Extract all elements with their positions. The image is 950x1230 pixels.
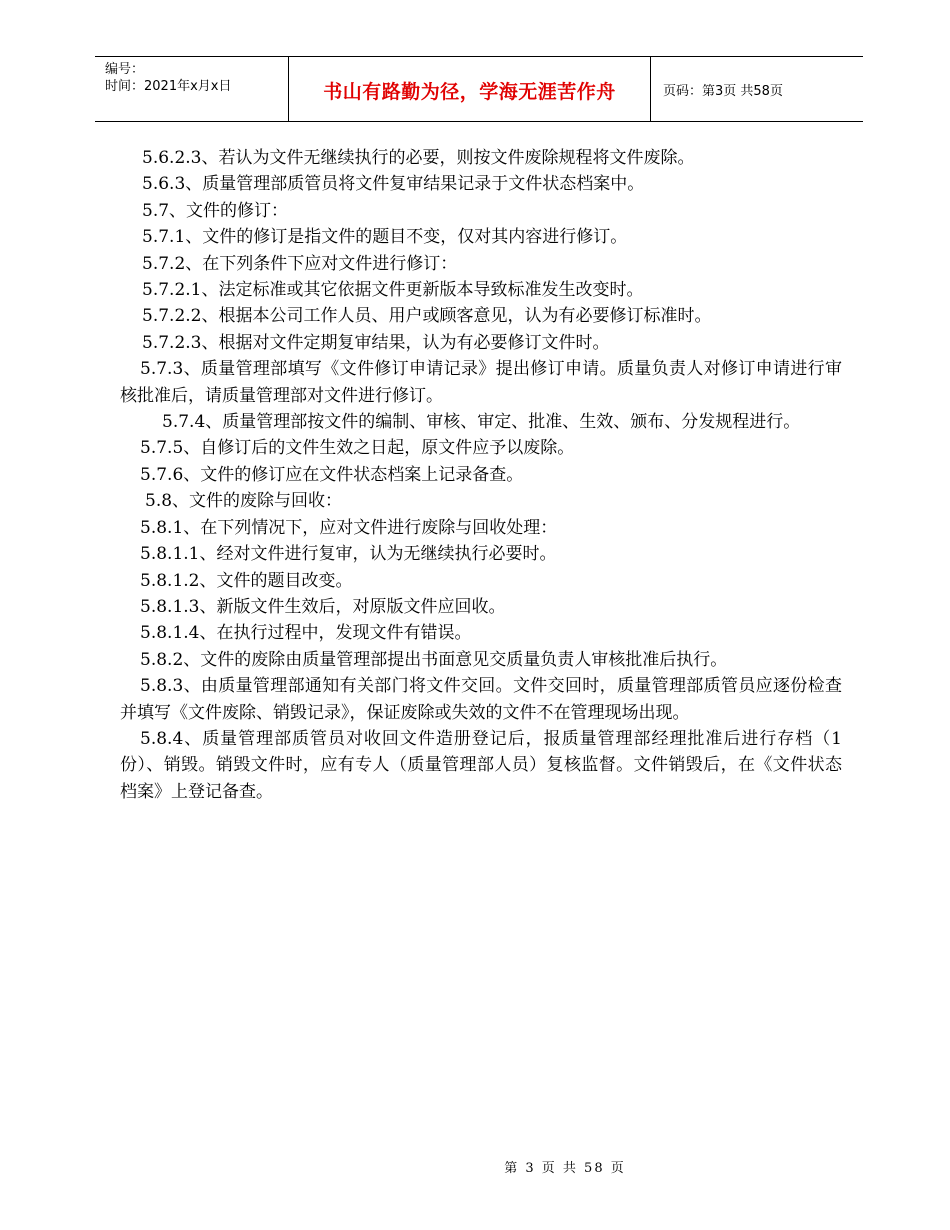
header-page-info: 页码：第3页 共58页: [663, 83, 783, 99]
paragraph-5-8-1-4: 5.8.1.4、在执行过程中，发现文件有错误。: [140, 623, 472, 644]
paragraph-5-8-1: 5.8.1、在下列情况下，应对文件进行废除与回收处理：: [140, 517, 558, 538]
paragraph-5-8-2: 5.8.2、文件的废除由质量管理部提出书面意见交质量负责人审核批准后执行。: [140, 649, 728, 670]
serial-number-label: 编号：: [105, 62, 145, 77]
paragraph-5-7-2-3: 5.7.2.3、根据对文件定期复审结果，认为有必要修订文件时。: [142, 332, 610, 353]
paragraph-5-7-1: 5.7.1、文件的修订是指文件的题目不变，仅对其内容进行修订。: [142, 227, 628, 248]
paragraph-5-7-2: 5.7.2、在下列条件下应对文件进行修订：: [142, 253, 458, 274]
paragraph-5-7-6: 5.7.6、文件的修订应在文件状态档案上记录备查。: [140, 464, 524, 485]
page-header: [95, 56, 863, 122]
header-meta: [95, 57, 288, 121]
paragraph-5-7-2-1: 5.7.2.1、法定标准或其它依据文件更新版本导致标准发生改变时。: [142, 280, 644, 301]
paragraph-5-7-3: 5.7.3、质量管理部填写《文件修订申请记录》提出修订申请。质量负责人对修订申请进行审核批准后，请质量管理部对文件进行修订。: [120, 359, 842, 406]
paragraph-5-6-2-3: 5.6.2.3、若认为文件无继续执行的必要，则按文件废除规程将文件废除。: [142, 148, 695, 168]
paragraph-5-6-3: 5.6.3、质量管理部质管员将文件复审结果记录于文件状态档案中。: [142, 174, 645, 195]
paragraph-5-8-1-1: 5.8.1.1、经对文件进行复审，认为无继续执行必要时。: [140, 544, 557, 565]
header-motto: 书山有路勤为径，学海无涯苦作舟: [288, 57, 651, 121]
date-label: 时间：2021年x月x日: [105, 79, 232, 94]
paragraph-5-8-3: 5.8.3、由质量管理部通知有关部门将文件交回。文件交回时，质量管理部质管员应逐份检查并填写《文件废除、销毁记录》，保证废除或失效的文件不在管理现场出现。: [120, 676, 842, 723]
page-footer: 第 3 页 共 58 页: [504, 1161, 626, 1176]
paragraph-5-8-1-2: 5.8.1.2、文件的题目改变。: [140, 570, 353, 591]
section-5-7-heading: 5.7、文件的修订：: [142, 200, 289, 221]
document-body: [120, 145, 842, 805]
paragraph-5-7-4: 5.7.4、质量管理部按文件的编制、审核、审定、批准、生效、颁布、分发规程进行。: [162, 412, 801, 433]
paragraph-5-8-1-3: 5.8.1.3、新版文件生效后，对原版文件应回收。: [140, 596, 506, 617]
paragraph-5-7-5: 5.7.5、自修订后的文件生效之日起，原文件应予以废除。: [140, 438, 575, 459]
section-5-8-heading: 5.8、文件的废除与回收：: [145, 491, 343, 512]
paragraph-5-8-4: 5.8.4、质量管理部质管员对收回文件造册登记后，报质量管理部经理批准后进行存档（1份）、销毁。销毁文件时，应有专人（质量管理部人员）复核监督。文件销毁后，在《文件状态档案》上登记备查。: [120, 728, 842, 802]
paragraph-5-7-2-2: 5.7.2.2、根据本公司工作人员、用户或顾客意见，认为有必要修订标准时。: [142, 306, 712, 327]
